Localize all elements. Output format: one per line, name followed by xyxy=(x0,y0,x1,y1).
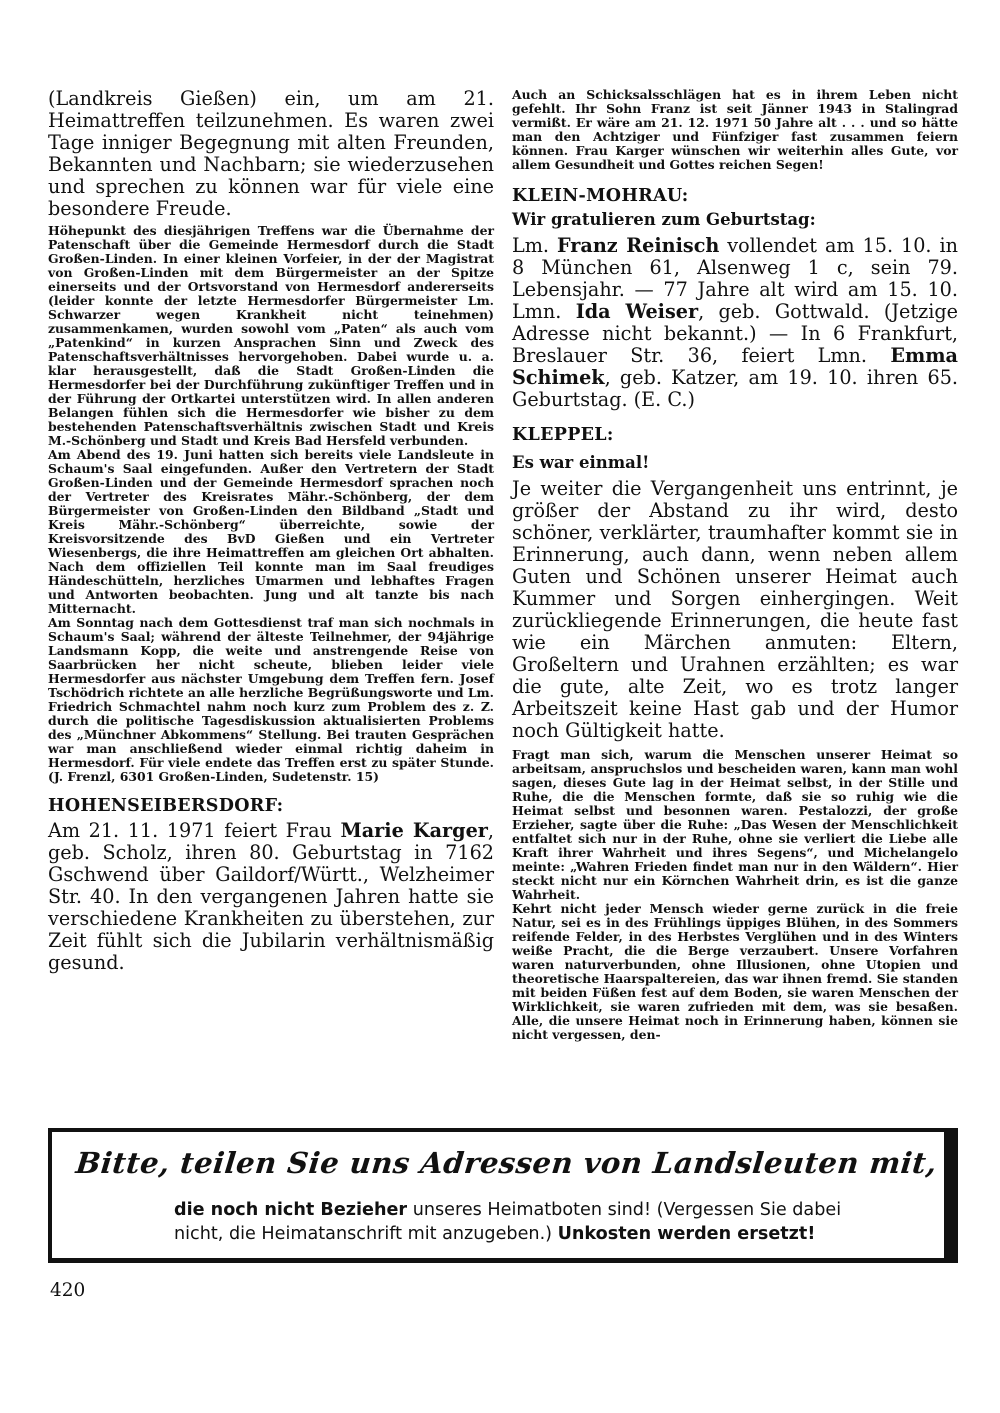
heading-klein-mohrau: KLEIN-MOHRAU: xyxy=(512,186,689,206)
name-ida-weiser: Ida Weiser xyxy=(575,300,699,323)
sonntag-paragraph: Am Sonntag nach dem Gottesdienst traf man sich nochmals in Schaum's Saal; während der älteste Teilnehmer, der 94jährige Landsmann Kopp, die weite und anstrengende Reise von Saarbrücken her nicht scheute, blieben leider viele Hermesdorfer aus nächster Umgebung dem Treffen fern. Josef Tschödrich richtete an alle herzliche Begrüßungsworte und Lm. Friedrich Schmachtel nahm noch kurz zum Problem des z. Z. durch die politische Tagesdiskussion aktualisierten Problems des „Münchner Abkommens“ Stellung. Bei trauten Gesprächen war man anschließend wieder einmal richtig daheim in Hermesdorf. Für viele endete das Treffen erst zu später Stunde. (J. Frenzl, 6301 Großen-Linden, Sudetenstr. 15) xyxy=(48,615,494,784)
appeal-headline: Bitte, teilen Sie uns Adressen von Landsleuten mit, xyxy=(74,1146,939,1180)
appeal-box xyxy=(48,1128,958,1263)
right-column xyxy=(512,88,958,1042)
klein-mohrau-paragraph: Lm. Franz Reinisch vollendet am 15. 10. in 8 München 61, Alsenweg 1 c, sein 79. Lebensjahr. — 77 Jahre alt wird am 15. 10. Lmn. Ida Weiser, geb. Gottwald. (Jetzige Adresse nicht bekannt.) — In 6 Frankfurt, Breslauer Str. 36, feiert Lmn. Emma Schimek, geb. Katzer, am 19. 10. ihren 65. Geburtstag. (E. C.) xyxy=(512,234,958,411)
heading-kleppel: KLEPPEL: xyxy=(512,425,614,445)
abend-paragraph: Am Abend des 19. Juni hatten sich bereits viele Landsleute in Schaum's Saal eingefunden. Außer den Vertretern der Stadt Großen-Linden und der Gemeinde Hermesdorf sprachen noch der Vertreter des Kreisrates Mähr.-Schönberg, der dem Bürgermeister von Großen-Linden den Bildband „Stadt und Kreis Mähr.-Schönberg“ überreichte, sowie der Kreisvorsitzende des BvD Gießen und ein Vertreter Wiesenbergs, die ihre Heimattreffen am gleichen Ort abhalten. Nach dem offiziellen Teil konnte man im Saal freudiges Händeschütteln, herzliches Umarmen und lebhaftes Fragen und Antworten beobachten. Jung und alt tanzte bis nach Mitternacht. xyxy=(48,447,494,616)
kleppel-paragraph-1: Fragt man sich, warum die Menschen unserer Heimat so arbeitsam, anspruchslos und bescheiden waren, kann man wohl sagen, dieses Gute lag in der Heimat selbst, in der Stille und Ruhe, die die Menschen formte, daß sie so ruhig wie die Heimat selbst und besonnen waren. Pestalozzi, der große Erzieher, sagte über die Ruhe: „Das Wesen der Menschlichkeit entfaltet sich nur in der Ruhe, ohne sie verliert die Liebe alle Kraft ihrer Wahrheit und ihres Segens“, und Michelangelo meinte: „Wahren Frieden findet man nur in den Wäldern“. Hier steckt nicht nur ein Körnchen Wahrheit drin, es ist die ganze Wahrheit. xyxy=(512,747,958,902)
left-column xyxy=(48,88,494,974)
intro-paragraph: (Landkreis Gießen) ein, um am 21. Heimattreffen teilzunehmen. Es waren zwei Tage inniger Begegnung mit alten Freunden, Bekannten und Nachbarn; sie wiederzusehen und sprechen zu können war für viele eine besondere Freude. xyxy=(48,87,494,220)
subheading-gratulieren: Wir gratulieren zum Geburtstag: xyxy=(512,210,816,229)
heading-hohenseibersdorf: HOHENSEIBERSDORF: xyxy=(48,796,284,816)
name-emma-schimek: Emma Schimek xyxy=(512,344,958,389)
name-franz-reinisch: Franz Reinisch xyxy=(557,234,720,257)
appeal-line-1: die noch nicht Bezieher unseres Heimatboten sind! (Vergessen Sie dabei xyxy=(174,1200,842,1220)
kleppel-intro: Je weiter die Vergangenheit uns entrinnt, je größer der Abstand zu ihr wird, desto schöner, verklärter, traumhafter kommt sie in Erinnerung, auch dann, wenn neben allem Guten und Schönen unserer Heimat auch Kummer und Sorgen einhergingen. Weit zurückliegende Erinnerungen, die heute fast wie ein Märchen anmuten: Eltern, Großeltern und Urahnen erzählten; es war die gute, alte Zeit, wo es trotz langer Arbeitszeit keine Hast gab und der Humor noch Gültigkeit hatte. xyxy=(512,477,958,742)
page-number: 420 xyxy=(50,1280,86,1301)
name-marie-karger: Marie Karger xyxy=(340,819,488,842)
subheading-es-war-einmal: Es war einmal! xyxy=(512,453,650,472)
kleppel-paragraph-2: Kehrt nicht jeder Mensch wieder gerne zurück in die freie Natur, sei es in des Frühlings üppiges Blühen, in des Sommers reifende Felder, in des Herbstes Verglühen und in des Winters weiße Pracht, die die Berge verzaubert. Unsere Vorfahren waren naturverbunden, ohne Illusionen, ohne Utopien und theoretische Haarspaltereien, das war ihnen fremd. Sie standen mit beiden Füßen fest auf dem Boden, sie waren Menschen der Wirklichkeit, sie waren zufrieden mit dem, was sie besaßen. Alle, die unsere Heimat noch in Erinnerung haben, können sie nicht vergessen, den- xyxy=(512,901,958,1042)
karger-continuation: Auch an Schicksalsschlägen hat es in ihrem Leben nicht gefehlt. Ihr Sohn Franz ist seit Jänner 1943 in Stalingrad vermißt. Er wäre am 21. 12. 1971 50 Jahre alt . . . und so hätte man den Achtziger und Fünfziger fast zusammen feiern können. Frau Karger wünschen wir weiterhin alles Gute, vor allem Gesundheit und Gottes reichen Segen! xyxy=(512,87,958,172)
appeal-line-2: nicht, die Heimatanschrift mit anzugeben.) Unkosten werden ersetzt! xyxy=(174,1224,816,1244)
patenschaft-paragraph: Höhepunkt des diesjährigen Treffens war die Übernahme der Patenschaft über die Gemeinde Hermesdorf durch die Stadt Großen-Linden. In einer kleinen Vorfeier, in der der Magistrat von Großen-Linden mit dem Bürgermeister an der Spitze einerseits und der Ortsvorstand von Hermesdorf andererseits (leider konnte der letzte Hermesdorfer Bürgermeister Lm. Schwarzer wegen Krankheit nicht teinehmen) zusammenkamen, wurden sowohl vom „Paten“ als auch vom „Patenkind“ in kurzen Ansprachen Sinn und Zweck des Patenschaftsverhältnisses hervorgehoben. Dabei wurde u. a. klar herausgestellt, daß die Stadt Großen-Linden die Hermesdorfer bei der Durchführung zukünftiger Treffen und in der Führung der Ortkartei unterstützen wird. In allen anderen Belangen fühlen sich die Hermesdorfer wie bisher zu dem bestehenden Patenschaftsverhältnis zwischen Stadt und Kreis M.-Schönberg und Stadt und Kreis Bad Hersfeld verbunden. xyxy=(48,223,494,448)
karger-paragraph: Am 21. 11. 1971 feiert Frau Marie Karger, geb. Scholz, ihren 80. Geburtstag in 7162 Gschwend über Gaildorf/Württ., Welzheimer Str. 40. In den vergangenen Jahren hatte sie verschiedene Krankheiten zu überstehen, zur Zeit fühlt sich die Jubilarin verhältnismäßig gesund. xyxy=(48,819,494,974)
